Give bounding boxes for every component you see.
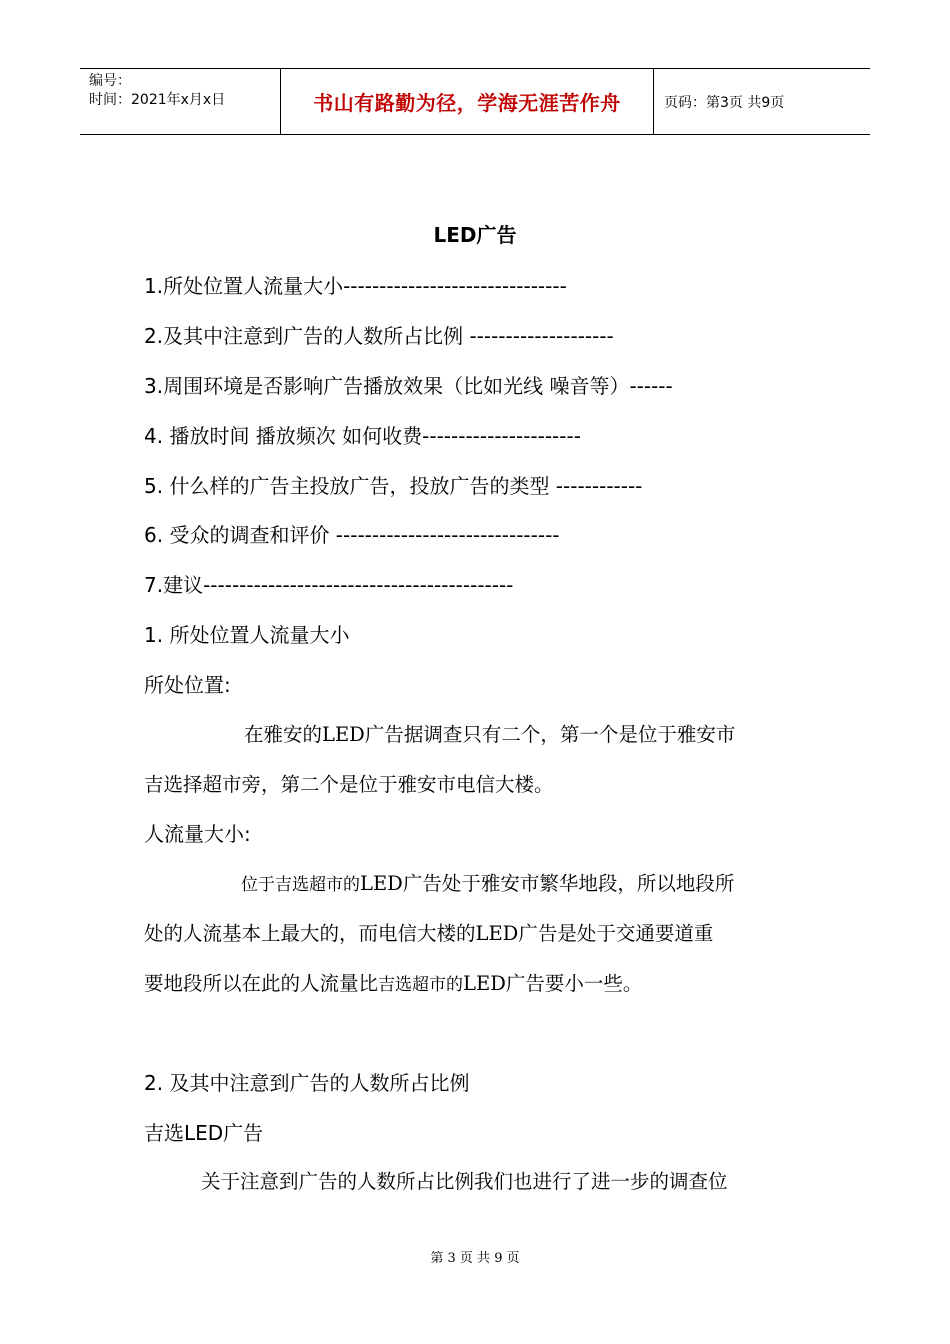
toc-item-3: 3.周围环境是否影响广告播放效果（比如光线 噪音等）------ — [144, 374, 673, 398]
number-label: 编号： — [89, 73, 131, 89]
location-paragraph-line-2: 吉选择超市旁，第二个是位于雅安市电信大楼。 — [144, 773, 554, 796]
traffic-text: LED广告要小一些。 — [463, 972, 643, 995]
toc-item-6: 6. 受众的调查和评价 ------------------------------- — [144, 523, 560, 547]
header-motto: 书山有路勤为径，学海无涯苦作舟 — [281, 69, 654, 134]
toc-item-7: 7.建议------------------------------------------- — [144, 573, 514, 597]
toc-item-1: 1.所处位置人流量大小------------------------------- — [144, 274, 567, 298]
traffic-text: 要地段所以在此的人流量比 — [144, 972, 379, 995]
traffic-text: LED广告处于雅安市繁华地段，所以地段所 — [360, 872, 735, 895]
document-header — [80, 68, 870, 135]
page-footer: 第 3 页 共 9 页 — [430, 1251, 520, 1266]
traffic-paragraph-line-2: 处的人流基本上最大的，而电信大楼的LED广告是处于交通要道重 — [144, 922, 714, 945]
section1-heading: 1. 所处位置人流量大小 — [144, 623, 350, 647]
header-page-info: 页码：第3页 共9页 — [664, 94, 785, 111]
header-meta — [80, 69, 281, 134]
location-paragraph-line-1: 在雅安的LED广告据调查只有二个，第一个是位于雅安市 — [244, 723, 736, 746]
toc-item-2: 2.及其中注意到广告的人数所占比例 -------------------- — [144, 324, 614, 348]
jixuan-led-subheading: 吉选LED广告 — [144, 1121, 264, 1145]
section2-heading: 2. 及其中注意到广告的人数所占比例 — [144, 1071, 470, 1095]
traffic-subheading: 人流量大小: — [144, 822, 251, 846]
location-subheading: 所处位置: — [144, 673, 231, 697]
traffic-paragraph-line-1 — [241, 868, 734, 896]
time-label: 时间：2021年x月x日 — [89, 92, 226, 108]
traffic-paragraph-line-3 — [144, 968, 642, 996]
document-title: LED广告 — [433, 223, 517, 247]
attention-paragraph-line-1: 关于注意到广告的人数所占比例我们也进行了进一步的调查位 — [201, 1170, 728, 1193]
traffic-text-small: 位于吉选超市的 — [241, 875, 360, 895]
toc-item-5: 5. 什么样的广告主投放广告，投放广告的类型 ------------ — [144, 474, 643, 498]
traffic-text-small: 吉选超市的 — [378, 975, 464, 995]
toc-item-4: 4. 播放时间 播放频次 如何收费---------------------- — [144, 424, 581, 448]
